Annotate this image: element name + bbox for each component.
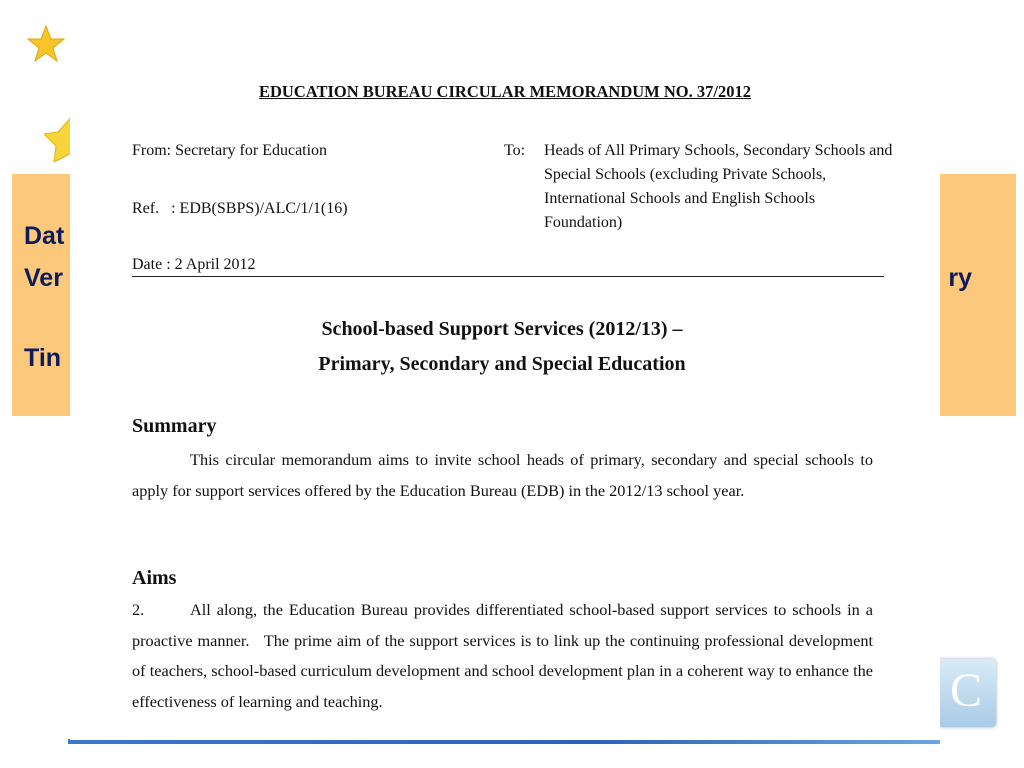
- from-label: From:: [132, 142, 172, 159]
- date-label: Date :: [132, 256, 171, 273]
- slide-text-line1: Dat: [24, 222, 65, 250]
- logo-box: [938, 659, 996, 727]
- memo-title: EDUCATION BUREAU CIRCULAR MEMORANDUM NO. 37/2012: [259, 82, 751, 101]
- aims-heading: Aims: [132, 567, 177, 589]
- summary-paragraph: [132, 445, 873, 506]
- memo-document: [70, 40, 940, 740]
- to-value: Heads of All Primary Schools, Secondary Schools and Special Schools (excluding Private Schools, International Schools and English Schools Foundation): [544, 142, 893, 231]
- subject-line1: School-based Support Services (2012/13) –: [321, 318, 683, 340]
- summary-heading: Summary: [132, 415, 217, 437]
- subject-line2: Primary, Secondary and Special Education: [318, 353, 686, 375]
- date-line: [132, 253, 256, 277]
- to-label: To:: [504, 142, 526, 159]
- aims-number: 2.: [132, 600, 145, 619]
- aims-text: All along, the Education Bureau provides differentiated school-based support services to schools in a proactive manner. The prime aim of the support services is to link up the continuing professional development of teachers, school-based curriculum development and school development plan in a coherent way to enhance the effectiveness of learning and teaching.: [132, 600, 878, 711]
- slide-text-line3: Tin: [24, 344, 62, 372]
- ref-label: Ref. :: [132, 200, 176, 217]
- slide-text-line2-right: ry: [948, 264, 972, 292]
- star-icon: [26, 24, 66, 64]
- slide-text-line2: Ver: [24, 264, 63, 292]
- ref-value: EDB(SBPS)/ALC/1/1(16): [179, 200, 348, 217]
- logo-letter: C: [950, 664, 983, 717]
- ref-line: [132, 197, 348, 221]
- divider: [132, 276, 884, 277]
- summary-text: This circular memorandum aims to invite school heads of primary, secondary and special schools to apply for support services offered by the Education Bureau (EDB) in the 2012/13 school year.: [132, 450, 873, 500]
- from-value: Secretary for Education: [175, 142, 328, 159]
- aims-paragraph: [132, 595, 878, 717]
- from-line: [132, 139, 327, 163]
- date-value: 2 April 2012: [174, 256, 256, 273]
